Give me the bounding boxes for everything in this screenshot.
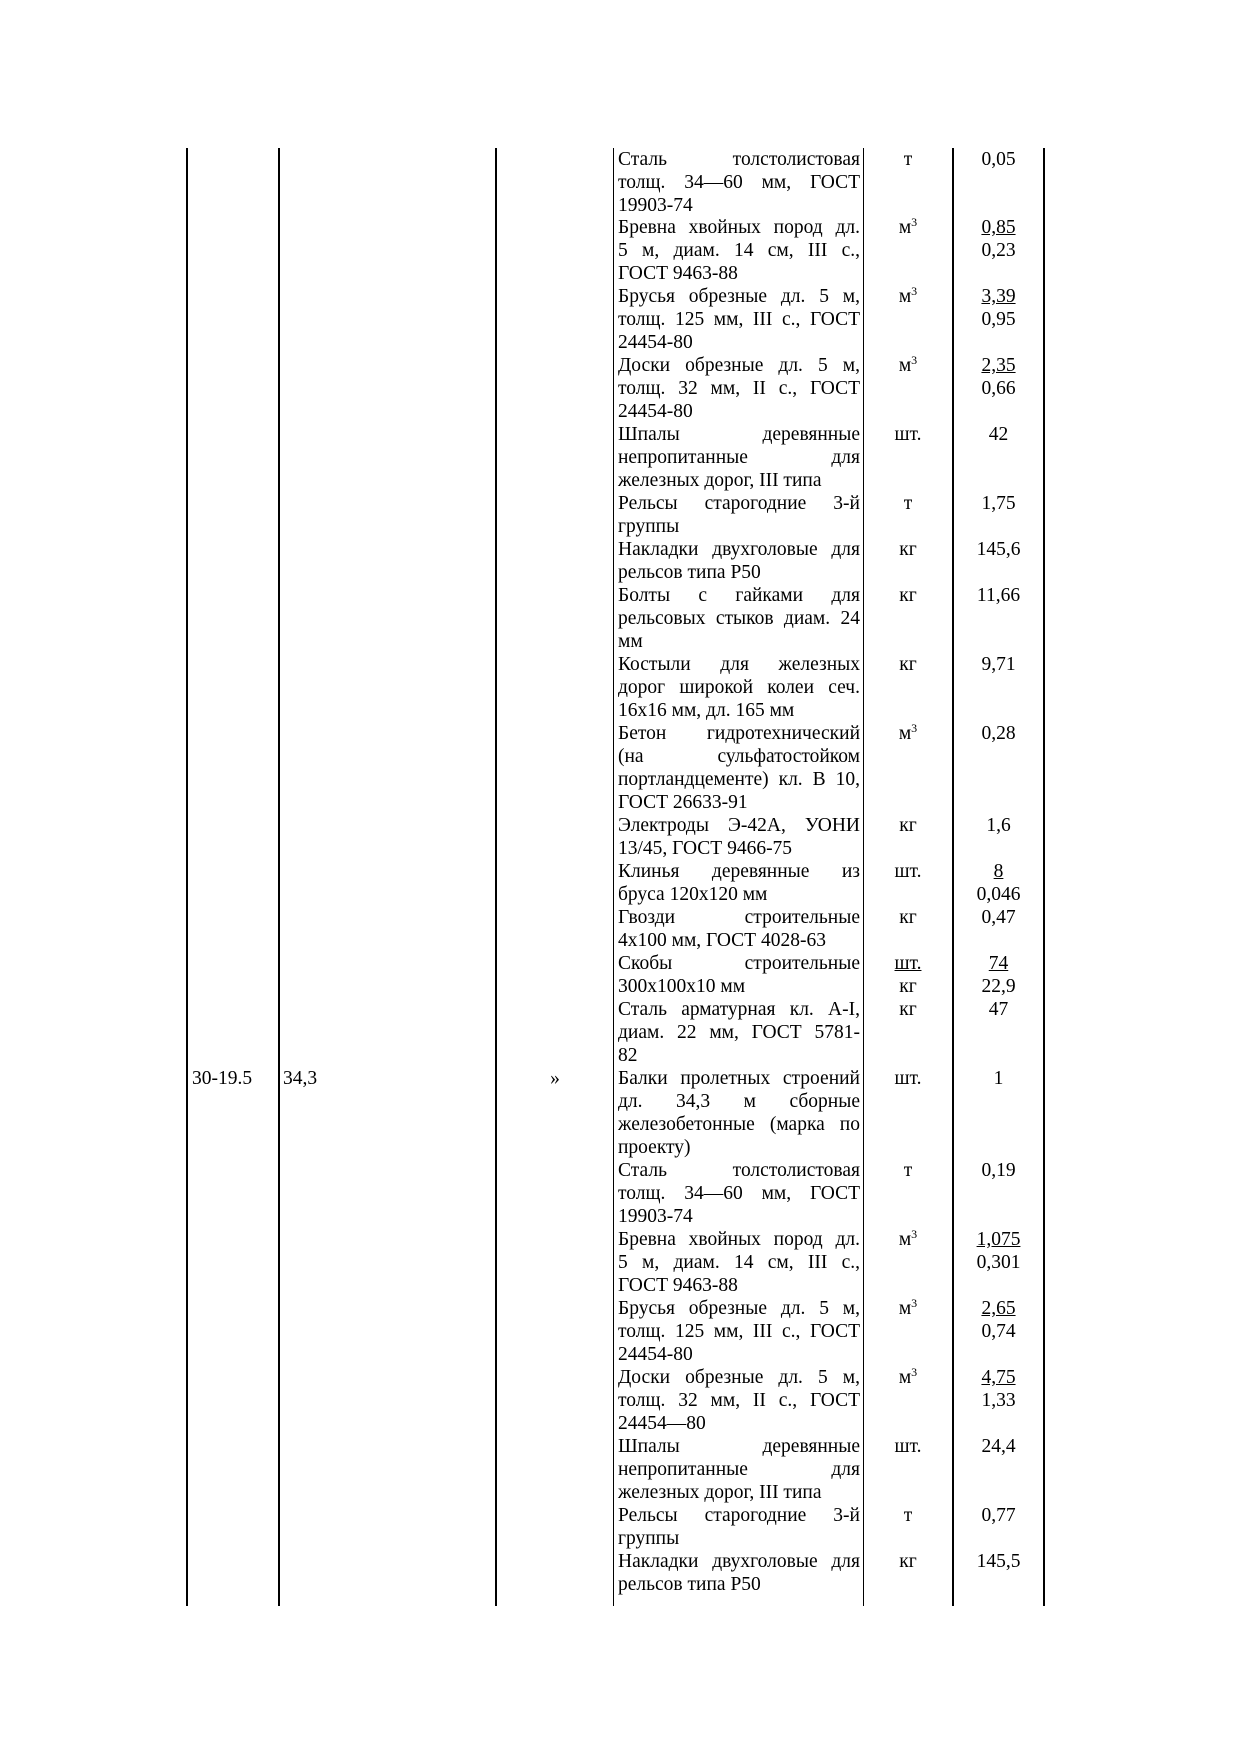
quantity-value: 3,39 [981, 286, 1016, 307]
unit-text [866, 1366, 950, 1389]
material-description [618, 860, 860, 906]
quantity [956, 216, 1041, 262]
unit-of-measure [866, 492, 950, 515]
unit-of-measure [866, 354, 950, 377]
unit-of-measure [866, 1159, 950, 1182]
description-line: 24454-80 [618, 401, 693, 422]
unit-of-measure [866, 423, 950, 446]
material-description [618, 998, 860, 1067]
material-description [618, 285, 860, 354]
unit-value: кг [899, 654, 917, 675]
unit-text [866, 860, 950, 883]
unit-superscript: 3 [911, 721, 918, 735]
description-line: портландцементе) кл. В 10, [618, 769, 860, 790]
column-divider [613, 148, 614, 1606]
unit-superscript: 3 [911, 1296, 918, 1310]
quantity-value: 0,95 [981, 309, 1016, 330]
description-line: 16х16 мм, дл. 165 мм [618, 700, 795, 721]
quantity [956, 423, 1041, 446]
quantity-value: 0,28 [981, 723, 1016, 744]
material-description [618, 952, 860, 998]
description-line: Шпалы деревянные [618, 424, 860, 445]
quantity-value: 8 [993, 861, 1004, 882]
description-line: толщ. 125 мм, III с., ГОСТ [618, 1321, 860, 1342]
table-border-right [1043, 148, 1045, 1606]
unit-of-measure [866, 1297, 950, 1320]
description-line: 19903-74 [618, 1206, 693, 1227]
unit-text [866, 538, 950, 561]
description-line: Рельсы старогодние 3-й [618, 1505, 860, 1526]
unit-of-measure [866, 216, 950, 239]
unit-text [866, 906, 950, 929]
quantity-value: 1,075 [976, 1229, 1021, 1250]
description-line: толщ. 34—60 мм, ГОСТ [618, 1183, 860, 1204]
material-description [618, 906, 860, 952]
unit-of-measure [866, 906, 950, 929]
unit-superscript: 3 [911, 284, 918, 298]
description-line: 13/45, ГОСТ 9466-75 [618, 838, 793, 859]
quantity-value: 0,66 [981, 378, 1016, 399]
quantity [956, 1297, 1041, 1343]
description-line: рельсовых стыков диам. 24 [618, 608, 860, 629]
description-line: ГОСТ 26633-91 [618, 792, 748, 813]
description-line: железных дорог, III типа [618, 1482, 822, 1503]
unit-text [866, 354, 950, 377]
unit-value: м [898, 286, 912, 307]
unit-of-measure [866, 653, 950, 676]
quantity-value: 1,33 [981, 1390, 1016, 1411]
quantity-value: 1,6 [986, 815, 1011, 836]
unit-of-measure [866, 1435, 950, 1458]
description-line: рельсов типа Р50 [618, 1574, 761, 1595]
description-line: железобетонные (марка по [618, 1114, 860, 1135]
quantity-value: 9,71 [981, 654, 1016, 675]
column-divider [495, 148, 497, 1606]
description-line: Электроды Э-42А, УОНИ [618, 815, 860, 836]
quantity-value: 2,65 [981, 1298, 1016, 1319]
unit-of-measure [866, 814, 950, 837]
description-line: Накладки двухголовые для [618, 1551, 860, 1572]
unit-of-measure [866, 538, 950, 561]
unit-of-measure [866, 148, 950, 171]
unit-text [866, 722, 950, 745]
description-line: Сталь арматурная кл. А-I, [618, 999, 860, 1020]
unit-superscript: 3 [911, 215, 918, 229]
column-divider [863, 148, 864, 1606]
unit-value: м [898, 1298, 912, 1319]
material-description [618, 354, 860, 423]
description-line: группы [618, 1528, 680, 1549]
unit-superscript: 3 [911, 1227, 918, 1241]
description-line: ГОСТ 9463-88 [618, 1275, 738, 1296]
material-description [618, 722, 860, 814]
description-line: группы [618, 516, 680, 537]
description-line: Шпалы деревянные [618, 1436, 860, 1457]
material-description [618, 814, 860, 860]
unit-superscript: 3 [911, 353, 918, 367]
unit-text [866, 492, 950, 515]
unit-text [866, 998, 950, 1021]
unit-value: кг [899, 585, 917, 606]
unit-value: шт. [894, 861, 922, 882]
unit-line: шт. [894, 953, 922, 974]
unit-of-measure [866, 1550, 950, 1573]
quantity-value: 0,19 [981, 1160, 1016, 1181]
quantity-value: 145,6 [976, 539, 1021, 560]
description-line: 4х100 мм, ГОСТ 4028-63 [618, 930, 826, 951]
unit-of-measure [866, 722, 950, 745]
description-line: Брусья обрезные дл. 5 м, [618, 1298, 860, 1319]
description-line: Скобы строительные [618, 953, 860, 974]
quantity [956, 653, 1041, 676]
unit-of-measure [866, 952, 950, 998]
description-line: проекту) [618, 1137, 691, 1158]
unit-text [866, 1159, 950, 1182]
material-description [618, 1366, 860, 1435]
quantity [956, 584, 1041, 607]
unit-text [866, 285, 950, 308]
quantity [956, 1435, 1041, 1458]
quantity-value: 11,66 [976, 585, 1021, 606]
quantity-value: 0,05 [981, 149, 1016, 170]
unit-of-measure [866, 584, 950, 607]
description-line: ГОСТ 9463-88 [618, 263, 738, 284]
quantity [956, 722, 1041, 745]
quantity-value: 0,77 [981, 1505, 1016, 1526]
description-line: Клинья деревянные из [618, 861, 860, 882]
description-line: диам. 22 мм, ГОСТ 5781- [618, 1022, 860, 1043]
description-line: Балки пролетных строений [618, 1068, 860, 1089]
unit-text [866, 1435, 950, 1458]
description-line: железных дорог, III типа [618, 470, 822, 491]
material-description [618, 423, 860, 492]
quantity-value: 24,4 [981, 1436, 1016, 1457]
unit-text [866, 584, 950, 607]
material-description [618, 492, 860, 538]
quantity [956, 906, 1041, 929]
material-description [618, 148, 860, 217]
unit-value: кг [899, 999, 917, 1020]
table-border-left [186, 148, 188, 1606]
description-line: Гвозди строительные [618, 907, 860, 928]
unit-value: м [898, 1367, 912, 1388]
unit-value: шт. [894, 1068, 922, 1089]
unit-of-measure [866, 998, 950, 1021]
description-line: 24454—80 [618, 1413, 706, 1434]
quantity [956, 860, 1041, 906]
description-line: 24454-80 [618, 332, 693, 353]
unit-text [866, 1297, 950, 1320]
unit-value: т [903, 149, 913, 170]
material-description [618, 1228, 860, 1297]
description-line: Сталь толстолистовая [618, 1160, 860, 1181]
unit-value: м [898, 217, 912, 238]
description-line: непропитанные для [618, 447, 860, 468]
quantity-value: 0,74 [981, 1321, 1016, 1342]
unit-text [866, 814, 950, 837]
material-description [618, 1504, 860, 1550]
quantity [956, 354, 1041, 400]
quantity-value: 1,75 [981, 493, 1016, 514]
quantity-value: 1 [993, 1068, 1004, 1089]
description-line: Болты с гайками для [618, 585, 860, 606]
description-line: Сталь толстолистовая [618, 149, 860, 170]
unit-value: кг [899, 907, 917, 928]
unit-text [866, 1067, 950, 1090]
description-line: Доски обрезные дл. 5 м, [618, 355, 860, 376]
quantity-value: 47 [988, 999, 1009, 1020]
quantity-value: 0,301 [976, 1252, 1021, 1273]
item-code: 30-19.5 [192, 1068, 253, 1089]
description-line: Бревна хвойных пород дл. [618, 217, 860, 238]
column-divider [278, 148, 280, 1606]
description-line: Костыли для железных [618, 654, 860, 675]
description-line: толщ. 125 мм, III с., ГОСТ [618, 309, 860, 330]
quantity [956, 1159, 1041, 1182]
unit-text [866, 148, 950, 171]
quantity [956, 492, 1041, 515]
unit-superscript: 3 [911, 1365, 918, 1379]
quantity [956, 1504, 1041, 1527]
description-line: Доски обрезные дл. 5 м, [618, 1367, 860, 1388]
description-line: 5 м, диам. 14 см, III с., [618, 1252, 860, 1273]
quantity-value: 0,23 [981, 240, 1016, 261]
material-description [618, 538, 860, 584]
material-description [618, 1067, 860, 1159]
description-line: непропитанные для [618, 1459, 860, 1480]
material-description [618, 1550, 860, 1596]
description-line: 24454-80 [618, 1344, 693, 1365]
material-description [618, 1435, 860, 1504]
description-line: толщ. 32 мм, II с., ГОСТ [618, 1390, 860, 1411]
unit-text [866, 1504, 950, 1527]
description-line: 5 м, диам. 14 см, III с., [618, 240, 860, 261]
material-description [618, 1159, 860, 1228]
unit-value: кг [899, 815, 917, 836]
description-line: Рельсы старогодние 3-й [618, 493, 860, 514]
description-line: (на сульфатостойком [618, 746, 860, 767]
unit-of-measure [866, 1366, 950, 1389]
unit-of-measure [866, 285, 950, 308]
material-description [618, 216, 860, 285]
quantity-value: 74 [988, 953, 1009, 974]
quantity [956, 285, 1041, 331]
quantity [956, 952, 1041, 998]
quantity [956, 1550, 1041, 1573]
description-line: Бетон гидротехнический [618, 723, 860, 744]
unit-of-measure [866, 1504, 950, 1527]
unit-of-measure [866, 1228, 950, 1251]
unit-value: м [898, 1229, 912, 1250]
description-line: Бревна хвойных пород дл. [618, 1229, 860, 1250]
unit-value: т [903, 493, 913, 514]
quantity [956, 998, 1041, 1021]
description-line: толщ. 32 мм, II с., ГОСТ [618, 378, 860, 399]
material-description [618, 584, 860, 653]
description-line: рельсов типа Р50 [618, 562, 761, 583]
unit-text [866, 423, 950, 446]
description-line: дорог широкой колеи сеч. [618, 677, 860, 698]
description-line: 19903-74 [618, 195, 693, 216]
ditto-mark: » [550, 1068, 560, 1089]
unit-text [866, 1550, 950, 1573]
quantity [956, 538, 1041, 561]
quantity [956, 1067, 1041, 1090]
quantity-value: 0,046 [976, 884, 1021, 905]
description-line: Брусья обрезные дл. 5 м, [618, 286, 860, 307]
unit-text [866, 1228, 950, 1251]
unit-of-measure [866, 860, 950, 883]
unit-value: кг [899, 1551, 917, 1572]
description-line: толщ. 34—60 мм, ГОСТ [618, 172, 860, 193]
quantity [956, 1228, 1041, 1274]
unit-value: шт. [894, 424, 922, 445]
quantity-value: 0,85 [981, 217, 1016, 238]
quantity-value: 42 [988, 424, 1009, 445]
quantity-value: 22,9 [981, 976, 1016, 997]
quantity [956, 148, 1041, 171]
material-description [618, 1297, 860, 1366]
quantity-value: 0,47 [981, 907, 1016, 928]
quantity [956, 1366, 1041, 1412]
material-description [618, 653, 860, 722]
unit-value: м [898, 355, 912, 376]
quantity-value: 4,75 [981, 1367, 1016, 1388]
column-divider [952, 148, 954, 1606]
quantity-value: 2,35 [981, 355, 1016, 376]
description-line: 300х100х10 мм [618, 976, 746, 997]
description-line: Накладки двухголовые для [618, 539, 860, 560]
unit-of-measure [866, 1067, 950, 1090]
span-length: 34,3 [283, 1068, 318, 1089]
unit-text [866, 216, 950, 239]
unit-value: т [903, 1160, 913, 1181]
description-line: бруса 120х120 мм [618, 884, 768, 905]
unit-value: кг [899, 539, 917, 560]
unit-line: кг [899, 976, 917, 997]
description-line: мм [618, 631, 643, 652]
description-line: 82 [618, 1045, 638, 1066]
unit-text [866, 653, 950, 676]
unit-value: м [898, 723, 912, 744]
unit-value: т [903, 1505, 913, 1526]
quantity [956, 814, 1041, 837]
description-line: дл. 34,3 м сборные [618, 1091, 860, 1112]
unit-value: шт. [894, 1436, 922, 1457]
quantity-value: 145,5 [976, 1551, 1021, 1572]
